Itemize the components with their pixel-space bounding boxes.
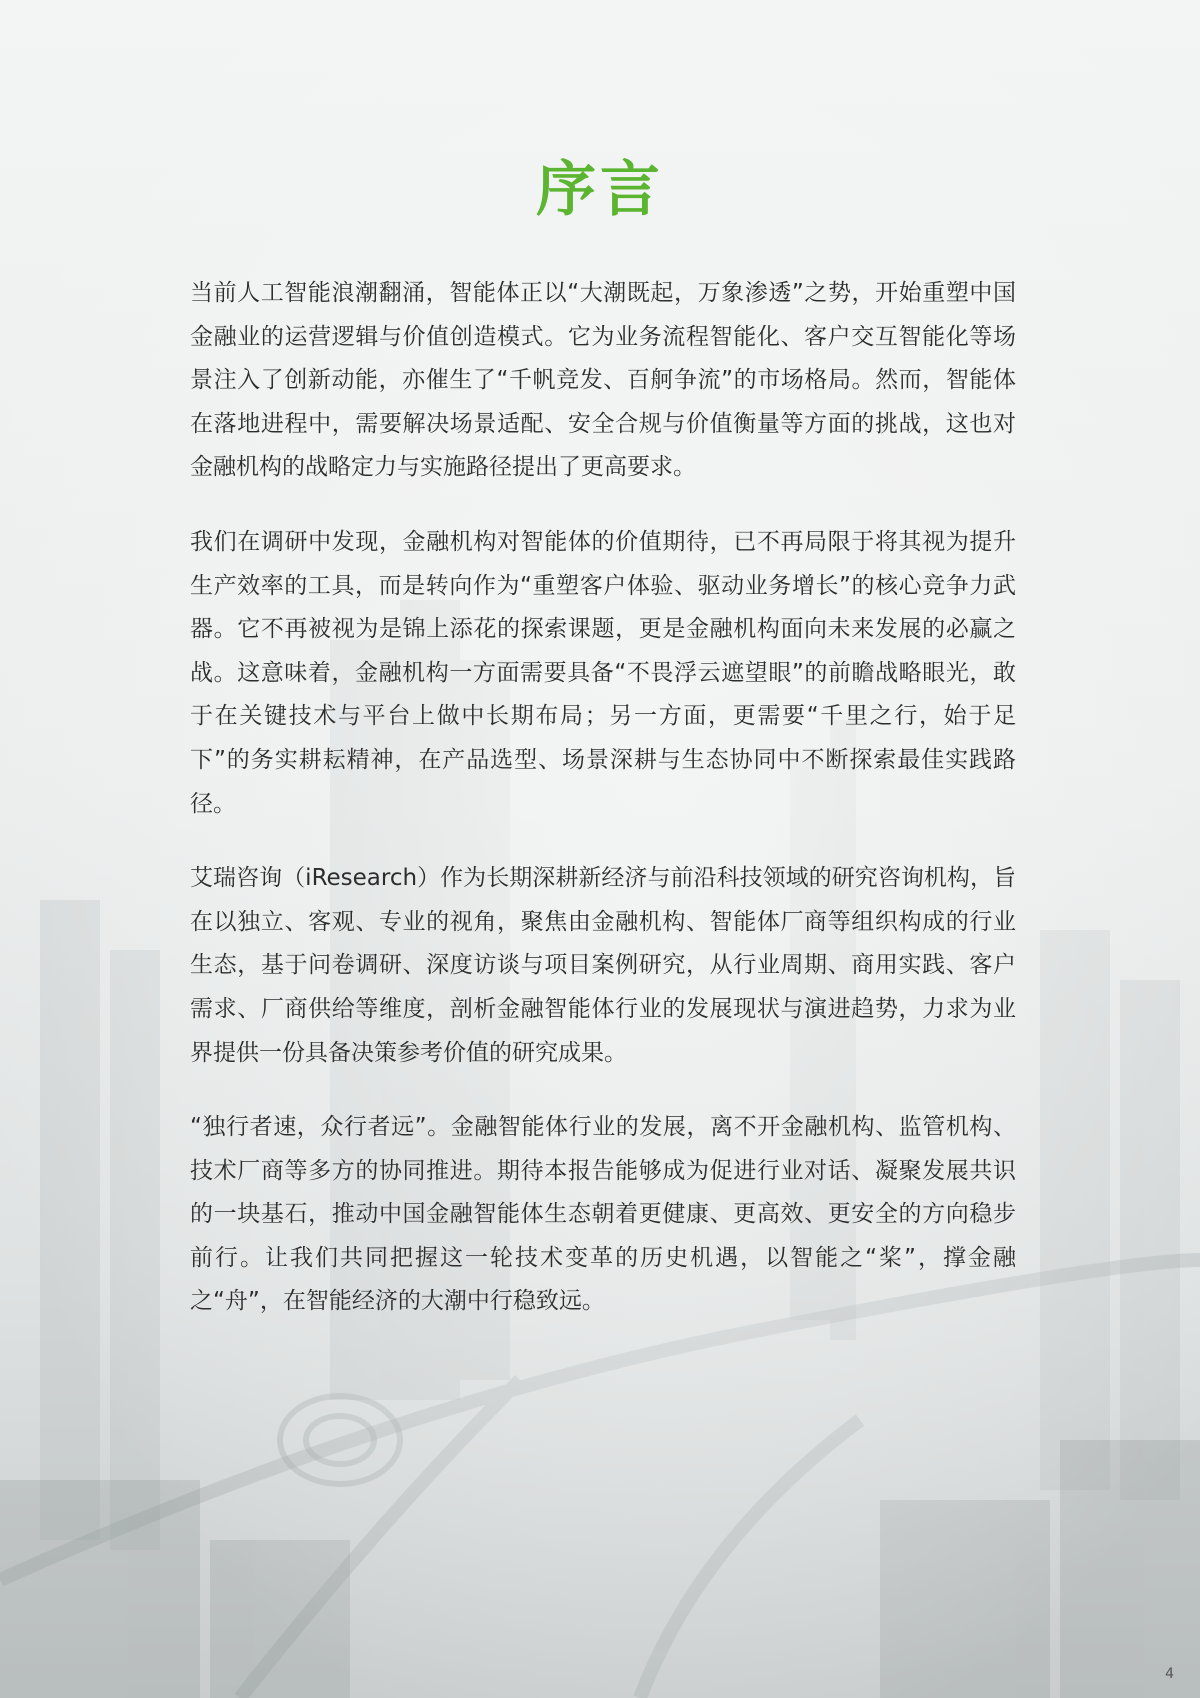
page-number: 4 [1165, 1666, 1174, 1682]
preface-body [190, 272, 1016, 1355]
page-title: 序言 [536, 155, 664, 225]
paragraph: 当前人工智能浪潮翻涌，智能体正以“大潮既起，万象渗透”之势，开始重塑中国金融业的运营逻辑与价值创造模式。它为业务流程智能化、客户交互智能化等场景注入了创新动能，亦催生了“千帆竞发、百舸争流”的市场格局。然而，智能体在落地进程中，需要解决场景适配、安全合规与价值衡量等方面的挑战，这也对金融机构的战略定力与实施路径提出了更高要求。 [190, 280, 1016, 481]
paragraph: 艾瑞咨询（iResearch）作为长期深耕新经济与前沿科技领域的研究咨询机构，旨在以独立、客观、专业的视角，聚焦由金融机构、智能体厂商等组织构成的行业生态，基于问卷调研、深度访谈与项目案例研究，从行业周期、商用实践、客户需求、厂商供给等维度，剖析金融智能体行业的发展现状与演进趋势，力求为业界提供一份具备决策参考价值的研究成果。 [190, 865, 1016, 1066]
paragraph: 我们在调研中发现，金融机构对智能体的价值期待，已不再局限于将其视为提升生产效率的工具，而是转向作为“重塑客户体验、驱动业务增长”的核心竞争力武器。它不再被视为是锦上添花的探索课题，更是金融机构面向未来发展的必赢之战。这意味着，金融机构一方面需要具备“不畏浮云遮望眼”的前瞻战略眼光，敢于在关键技术与平台上做中长期布局；另一方面，更需要“千里之行，始于足下”的务实耕耘精神，在产品选型、场景深耕与生态协同中不断探索最佳实践路径。 [190, 528, 1016, 817]
paragraph: “独行者速，众行者远”。金融智能体行业的发展，离不开金融机构、监管机构、技术厂商等多方的协同推进。期待本报告能够成为促进行业对话、凝聚发展共识的一块基石，推动中国金融智能体生态朝着更健康、更高效、更安全的方向稳步前行。让我们共同把握这一轮技术变革的历史机遇，以智能之“桨”，撑金融之“舟”，在智能经济的大潮中行稳致远。 [190, 1114, 1016, 1315]
